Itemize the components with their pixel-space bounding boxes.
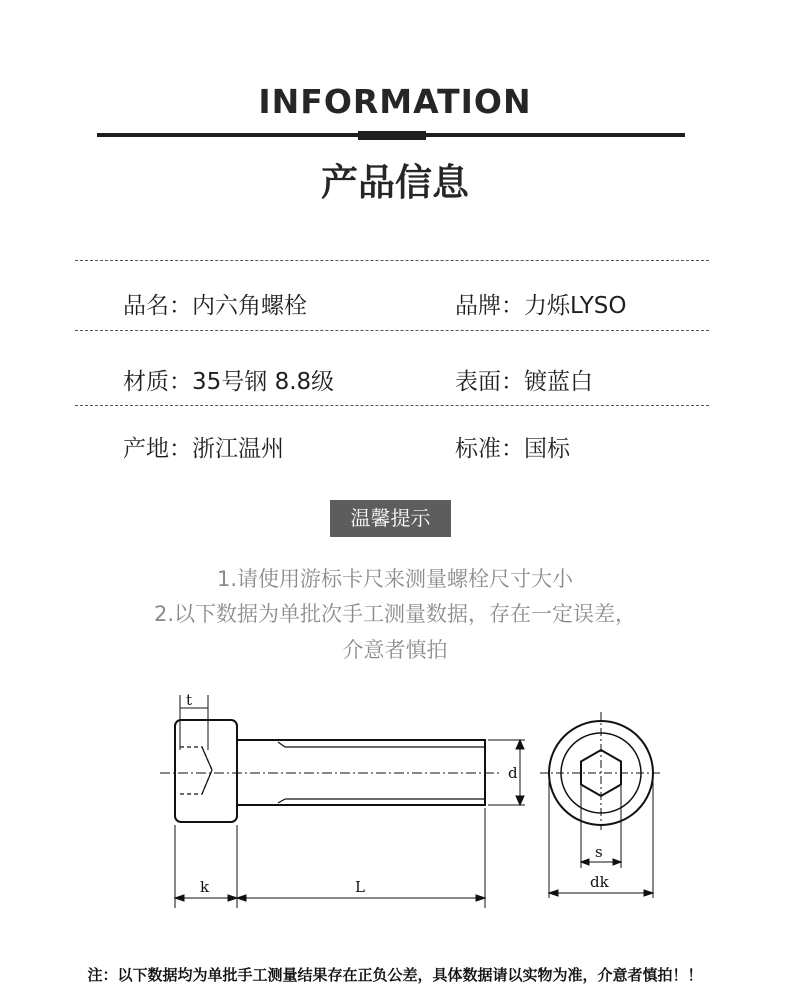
spec-material: 材质：35号钢 8.8级 — [123, 369, 335, 395]
tips-badge: 温馨提示 — [330, 500, 451, 537]
title-divider-accent — [358, 131, 426, 140]
dimension-label-t: t — [186, 691, 193, 709]
spec-standard: 标准：国标 — [455, 436, 570, 462]
footer-note: 注：以下数据均为单批手工测量结果存在正负公差，具体数据请以实物为准，介意者慎拍！！ — [87, 966, 703, 984]
tip-line-1: 1.请使用游标卡尺来测量螺栓尺寸大小 — [216, 567, 574, 591]
spec-origin: 产地：浙江温州 — [123, 436, 284, 462]
spec-product-name: 品名：内六角螺栓 — [123, 293, 307, 319]
title-chinese: 产品信息 — [321, 161, 469, 204]
divider-dashed — [75, 260, 709, 261]
title-english: INFORMATION — [258, 82, 532, 121]
spec-brand: 品牌：力烁LYSO — [455, 293, 627, 319]
divider-dashed — [75, 405, 709, 406]
bolt-dimension-drawing — [150, 690, 670, 910]
dimension-label-dk: dk — [590, 873, 609, 891]
dimension-label-s: s — [595, 843, 603, 861]
bolt-head-side — [175, 720, 237, 822]
spec-surface: 表面：镀蓝白 — [455, 369, 593, 395]
dimension-label-d: d — [508, 764, 518, 782]
dimension-label-L: L — [355, 878, 365, 896]
tip-line-3: 介意者慎拍 — [342, 638, 448, 662]
dimension-label-k: k — [200, 878, 210, 896]
divider-dashed — [75, 330, 709, 331]
tip-line-2: 2.以下数据为单批次手工测量数据，存在一定误差， — [153, 602, 637, 626]
